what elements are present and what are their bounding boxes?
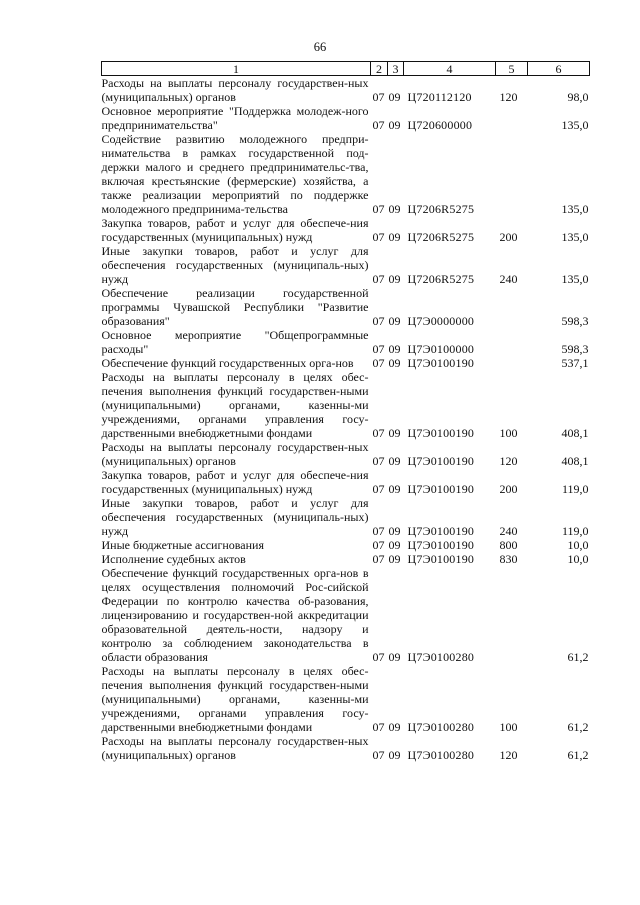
cell-amount: 135,0 xyxy=(561,202,589,216)
cell-amount: 61,2 xyxy=(567,650,589,664)
table-row xyxy=(102,216,590,244)
cell-section: 07 xyxy=(372,426,385,440)
cell-subsection: 09 xyxy=(388,482,401,496)
cell-expense-type: 800 xyxy=(499,538,518,552)
cell-description: Обеспечение функций государственных орга-нов xyxy=(101,356,354,370)
cell-section: 07 xyxy=(372,230,385,244)
cell-target-item: Ц7206R5275 xyxy=(407,202,475,216)
cell-expense-type: 200 xyxy=(499,482,518,496)
cell-description: Расходы на выплаты персоналу государствен-ных (муниципальных) органов xyxy=(101,76,369,104)
cell-amount: 135,0 xyxy=(561,272,589,286)
cell-expense-type: 240 xyxy=(499,524,518,538)
cell-amount: 598,3 xyxy=(561,342,589,356)
cell-expense-type: 830 xyxy=(499,552,518,566)
cell-expense-type: 200 xyxy=(499,230,518,244)
cell-expense-type: 120 xyxy=(499,90,518,104)
cell-section: 07 xyxy=(372,90,385,104)
table-row xyxy=(102,76,590,105)
cell-amount: 61,2 xyxy=(567,720,589,734)
cell-target-item: Ц7Э0100190 xyxy=(407,426,475,440)
cell-section: 07 xyxy=(372,552,385,566)
cell-description: Основное мероприятие "Общепрограммные расходы" xyxy=(101,328,369,356)
cell-expense-type: 100 xyxy=(499,426,518,440)
cell-target-item: Ц7Э0100190 xyxy=(407,538,475,552)
cell-amount: 135,0 xyxy=(561,230,589,244)
cell-section: 07 xyxy=(372,748,385,762)
cell-expense-type: 120 xyxy=(499,748,518,762)
table-row xyxy=(102,286,590,328)
table-row xyxy=(102,552,590,566)
cell-subsection: 09 xyxy=(388,748,401,762)
cell-amount: 61,2 xyxy=(567,748,589,762)
cell-target-item: Ц7Э0100280 xyxy=(407,720,475,734)
cell-section: 07 xyxy=(372,314,385,328)
cell-section: 07 xyxy=(372,538,385,552)
cell-target-item: Ц720600000 xyxy=(407,118,473,132)
cell-expense-type xyxy=(496,286,528,328)
cell-amount: 10,0 xyxy=(567,552,589,566)
cell-target-item: Ц7Э0100280 xyxy=(407,650,475,664)
cell-description: Иные закупки товаров, работ и услуг для обеспечения государственных (муниципаль-ных) нужд xyxy=(101,496,369,538)
cell-target-item: Ц7Э0100190 xyxy=(407,454,475,468)
cell-target-item: Ц7Э0100190 xyxy=(407,356,475,370)
cell-description: Закупка товаров, работ и услуг для обеспече-ния государственных (муниципальных) нужд xyxy=(101,216,369,244)
cell-target-item: Ц7Э0100190 xyxy=(407,552,475,566)
cell-subsection: 09 xyxy=(388,314,401,328)
cell-amount: 537,1 xyxy=(561,356,589,370)
table-body xyxy=(102,76,590,763)
cell-subsection: 09 xyxy=(388,118,401,132)
cell-expense-type: 100 xyxy=(499,720,518,734)
cell-target-item: Ц7Э0100280 xyxy=(407,748,475,762)
cell-description: Обеспечение реализации государственной программы Чувашской Республики "Развитие образования" xyxy=(101,286,369,328)
cell-target-item: Ц7Э0100190 xyxy=(407,482,475,496)
table-row xyxy=(102,440,590,468)
cell-subsection: 09 xyxy=(388,356,401,370)
table-row xyxy=(102,356,590,370)
cell-target-item: Ц7206R5275 xyxy=(407,230,475,244)
table-row xyxy=(102,328,590,356)
table-row xyxy=(102,734,590,762)
cell-expense-type xyxy=(496,566,528,664)
cell-section: 07 xyxy=(372,342,385,356)
cell-description: Расходы на выплаты персоналу в целях обес-печения выполнения функций государствен-ными (муниципальными) органами, казенны-ми учреждениями, органами управления госу-дарственными внебюджетными фондами xyxy=(101,664,369,734)
cell-expense-type xyxy=(496,356,528,370)
cell-section: 07 xyxy=(372,482,385,496)
cell-subsection: 09 xyxy=(388,720,401,734)
cell-subsection: 09 xyxy=(388,342,401,356)
cell-section: 07 xyxy=(372,524,385,538)
cell-amount: 598,3 xyxy=(561,314,589,328)
header-col-2: 2 xyxy=(371,62,388,76)
table-row xyxy=(102,566,590,664)
cell-amount: 10,0 xyxy=(567,538,589,552)
cell-subsection: 09 xyxy=(388,90,401,104)
cell-description: Обеспечение функций государственных орга-нов в целях осуществления полномочий Рос-сийской Федерации по контролю качества об-разования, лицензированию и государствен-ной аккредитации образовательной деятель-ности, надзору и контролю за соблюдением законодательства в области образования xyxy=(101,566,369,664)
cell-amount: 408,1 xyxy=(561,454,589,468)
header-col-4: 4 xyxy=(404,62,496,76)
cell-subsection: 09 xyxy=(388,538,401,552)
header-col-1: 1 xyxy=(102,62,371,76)
cell-description: Исполнение судебных актов xyxy=(101,552,246,566)
cell-section: 07 xyxy=(372,118,385,132)
cell-description: Иные закупки товаров, работ и услуг для обеспечения государственных (муниципаль-ных) нужд xyxy=(101,244,369,286)
cell-expense-type: 240 xyxy=(499,272,518,286)
cell-description: Закупка товаров, работ и услуг для обеспече-ния государственных (муниципальных) нужд xyxy=(101,468,369,496)
cell-target-item: Ц7206R5275 xyxy=(407,272,475,286)
cell-target-item: Ц7Э0100000 xyxy=(407,342,475,356)
cell-subsection: 09 xyxy=(388,552,401,566)
cell-description: Основное мероприятие "Поддержка молодеж-ного предпринимательства" xyxy=(101,104,369,132)
table-row xyxy=(102,496,590,538)
cell-subsection: 09 xyxy=(388,426,401,440)
cell-amount: 408,1 xyxy=(561,426,589,440)
cell-expense-type: 120 xyxy=(499,454,518,468)
table-row xyxy=(102,468,590,496)
header-col-5: 5 xyxy=(496,62,528,76)
cell-amount: 98,0 xyxy=(567,90,589,104)
cell-description: Иные бюджетные ассигнования xyxy=(101,538,264,552)
cell-expense-type xyxy=(496,328,528,356)
table-row xyxy=(102,664,590,734)
cell-section: 07 xyxy=(372,454,385,468)
cell-description: Расходы на выплаты персоналу государствен-ных (муниципальных) органов xyxy=(101,440,369,468)
cell-subsection: 09 xyxy=(388,524,401,538)
cell-subsection: 09 xyxy=(388,230,401,244)
table-row xyxy=(102,370,590,440)
header-row xyxy=(102,62,590,76)
cell-amount: 119,0 xyxy=(561,524,589,538)
cell-subsection: 09 xyxy=(388,454,401,468)
cell-subsection: 09 xyxy=(388,202,401,216)
table-row xyxy=(102,538,590,552)
cell-subsection: 09 xyxy=(388,650,401,664)
cell-section: 07 xyxy=(372,650,385,664)
page-number: 66 xyxy=(313,40,327,54)
table-row xyxy=(102,244,590,286)
cell-amount: 135,0 xyxy=(561,118,589,132)
cell-subsection: 09 xyxy=(388,272,401,286)
header-col-6: 6 xyxy=(528,62,590,76)
budget-table xyxy=(101,61,590,762)
cell-section: 07 xyxy=(372,202,385,216)
cell-section: 07 xyxy=(372,272,385,286)
header-col-3: 3 xyxy=(388,62,404,76)
cell-description: Расходы на выплаты персоналу в целях обес-печения выполнения функций государствен-ными (муниципальными) органами, казенны-ми учреждениями, органами управления госу-дарственными внебюджетными фондами xyxy=(101,370,369,440)
table-row xyxy=(102,104,590,132)
cell-target-item: Ц7Э0100190 xyxy=(407,524,475,538)
cell-target-item: Ц720112120 xyxy=(407,90,472,104)
cell-description: Расходы на выплаты персоналу государствен-ных (муниципальных) органов xyxy=(101,734,369,762)
cell-expense-type xyxy=(496,104,528,132)
table-row xyxy=(102,132,590,216)
cell-target-item: Ц7Э0000000 xyxy=(407,314,475,328)
cell-section: 07 xyxy=(372,356,385,370)
cell-expense-type xyxy=(496,132,528,216)
cell-amount: 119,0 xyxy=(561,482,589,496)
cell-description: Содействие развитию молодежного предпри-нимательства в рамках государственной под-держки малого и среднего предпринимательс-тва, включая крестьянские (фермерские) хозяйства, а также реализации мероприятий по поддержке молодежного предпринима-тельства xyxy=(101,132,369,216)
cell-section: 07 xyxy=(372,720,385,734)
